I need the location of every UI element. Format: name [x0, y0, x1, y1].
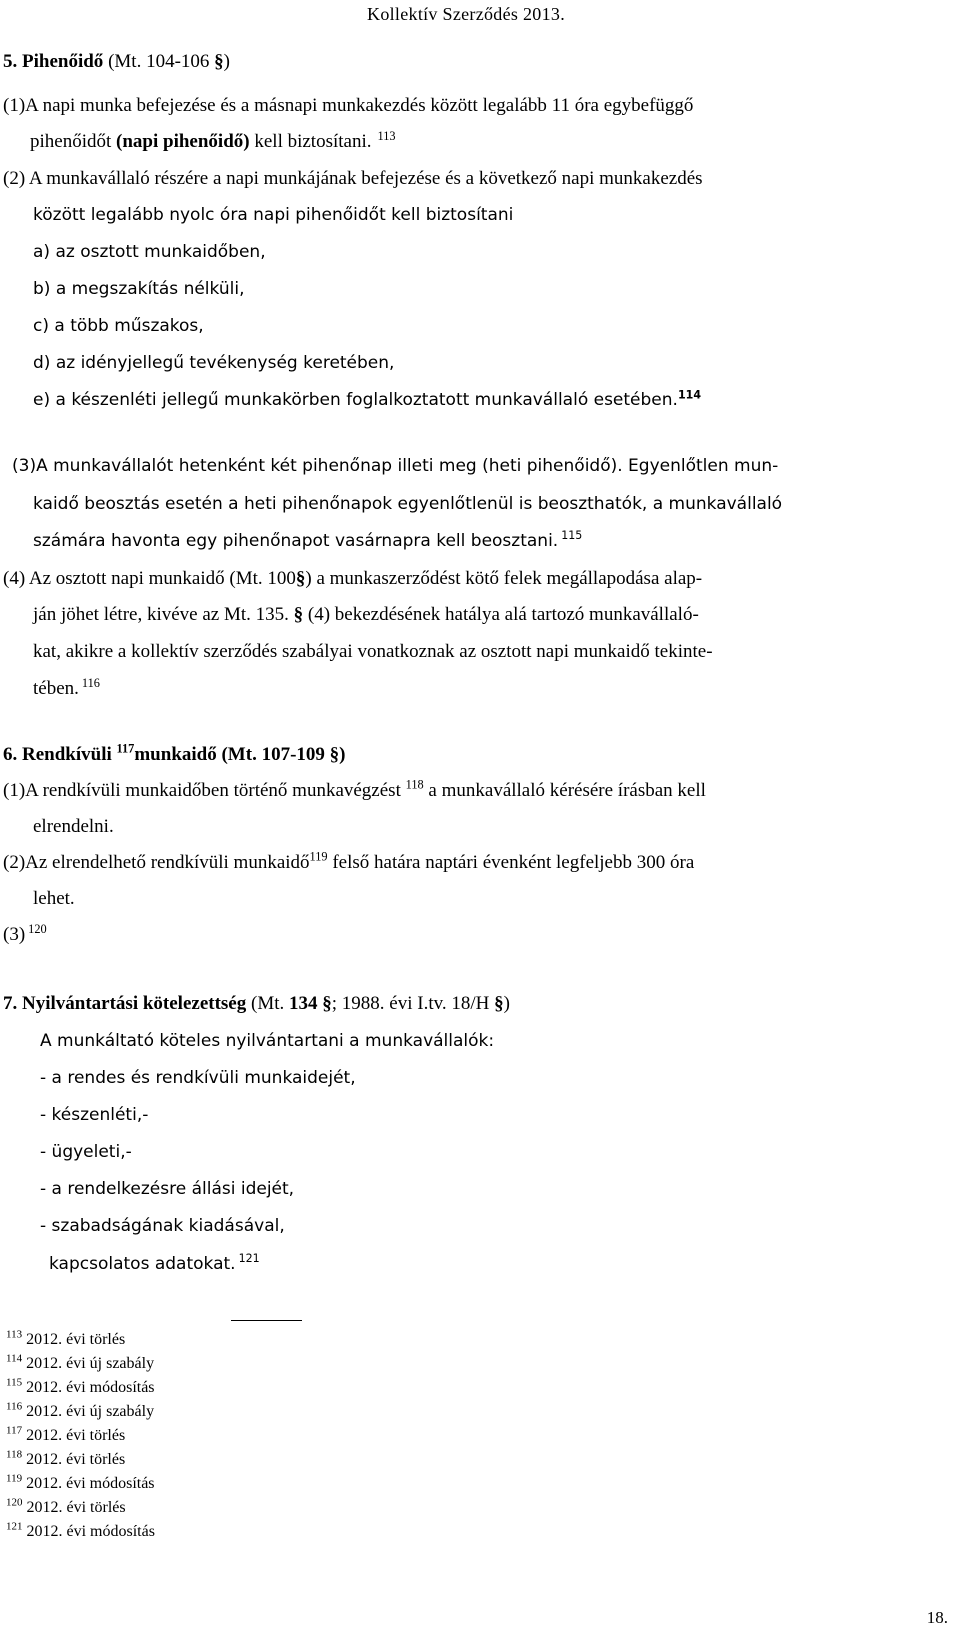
page-number: 18. [926, 1608, 948, 1627]
s5-p3-line1: (3)A munkavállalót hetenként két pihenőnap illeti meg (heti pihenőidő). Egyenlőtlen mun- [12, 456, 779, 476]
footnote-ref-120: 120 [28, 921, 47, 936]
footnote-ref-118: 118 [405, 777, 424, 792]
s5-list-item: b) a megszakítás nélküli, [33, 279, 245, 299]
footnote: $^{113}$ 2012. évi törlés [6, 1328, 126, 1348]
footnote-ref-119: 119 [309, 849, 328, 864]
footnote-separator [231, 1320, 302, 1321]
s7-list-item: - készenléti,- [40, 1105, 149, 1125]
footnote-ref-115: 115 [561, 529, 583, 543]
s7-list-item: - a rendelkezésre állási idejét, [40, 1179, 295, 1199]
s5-p2-line2: között legalább nyolc óra napi pihenőidőt kell biztosítani [33, 205, 514, 225]
s5-p4-line3: kat, akikre a kollektív szerződés szabályai vonatkoznak az osztott napi munkaidő tekinte- [33, 641, 713, 662]
s6-p2-line2: lehet. [33, 888, 75, 909]
footnote-ref-114: 114 [677, 388, 702, 402]
s5-list-item: d) az idényjellegű tevékenység keretében, [33, 353, 395, 373]
s7-list-item: - szabadságának kiadásával, [40, 1216, 285, 1236]
s7-intro: A munkáltató köteles nyilvántartani a munkavállalók: [40, 1031, 495, 1051]
s5-p2-line1: (2) A munkavállaló részére a napi munkájának befejezése és a következő napi munkakezdés [3, 168, 703, 189]
footnote: $^{119}$ 2012. évi módosítás [6, 1472, 155, 1492]
s7-list-item: - a rendes és rendkívüli munkaidejét, [40, 1068, 356, 1088]
s6-p2-line1: (2)Az elrendelhető rendkívüli munkaidő$^{119}$ felső határa naptári évenként legfeljebb 300 óra [3, 849, 695, 873]
footnote: $^{118}$ 2012. évi törlés [6, 1448, 126, 1468]
section-7-heading: 7. Nyilvántartási kötelezettség (Mt. 134 §; 1988. évi I.tv. 18/H §) [3, 993, 510, 1014]
section-5-heading: 5. Pihenőidő (Mt. 104-106 §) [3, 51, 230, 72]
s5-p3-line3: számára havonta egy pihenőnapot vasárnapra kell beosztani. $^{115}$ [33, 529, 583, 551]
footnote: $^{117}$ 2012. évi törlés [6, 1424, 126, 1444]
footnote-ref-117: 117 [116, 741, 135, 756]
s5-list-item: e) a készenléti jellegű munkakörben foglalkoztatott munkavállaló esetében.$^{114}$ [33, 388, 702, 410]
s5-list-item: c) a több műszakos, [33, 316, 204, 336]
s6-p3: (3) $^{120}$ [3, 921, 47, 945]
s6-p1-line2: elrendelni. [33, 816, 114, 837]
s6-p1-line1: (1)A rendkívüli munkaidőben történő munkavégzést $^{118}$ a munkavállaló kérésére írásban kell [3, 777, 706, 801]
footnote-ref-121: 121 [238, 1252, 260, 1266]
footnote-ref-116: 116 [81, 675, 100, 690]
s5-p4-line4: tében. $^{116}$ [33, 675, 100, 699]
s5-p4-line1: (4) Az osztott napi munkaidő (Mt. 100§) a munkaszerződést kötő felek megállapodása alap- [3, 568, 703, 589]
footnote: $^{115}$ 2012. évi módosítás [6, 1376, 155, 1396]
s5-p1-line2: pihenőidőt (napi pihenőidő) kell biztosítani. $^{113}$ [30, 128, 396, 152]
footnote-ref-113: 113 [377, 128, 396, 143]
s7-closing: kapcsolatos adatokat. $^{121}$ [49, 1252, 260, 1274]
s5-p1-line1: (1)A napi munka befejezése és a másnapi munkakezdés között legalább 11 óra egybefüggő [3, 95, 694, 116]
footnote: $^{114}$ 2012. évi új szabály [6, 1352, 155, 1372]
footnote: $^{116}$ 2012. évi új szabály [6, 1400, 155, 1420]
footnote: $^{121}$ 2012. évi módosítás [6, 1520, 155, 1540]
s7-list-item: - ügyeleti,- [40, 1142, 132, 1162]
running-header: Kollektív Szerződés 2013. [367, 4, 565, 24]
section-6-heading: 6. Rendkívüli $^{117}$munkaidő (Mt. 107-109 §) [3, 741, 346, 765]
s5-list-item: a) az osztott munkaidőben, [33, 242, 266, 262]
footnote: $^{120}$ 2012. évi törlés [6, 1496, 126, 1516]
s5-p3-line2: kaidő beosztás esetén a heti pihenőnapok egyenlőtlenül is beoszthatók, a munkavállaló [33, 494, 783, 514]
s5-p4-line2: ján jöhet létre, kivéve az Mt. 135. § (4) bekezdésének hatálya alá tartozó munkavállaló- [33, 604, 699, 625]
